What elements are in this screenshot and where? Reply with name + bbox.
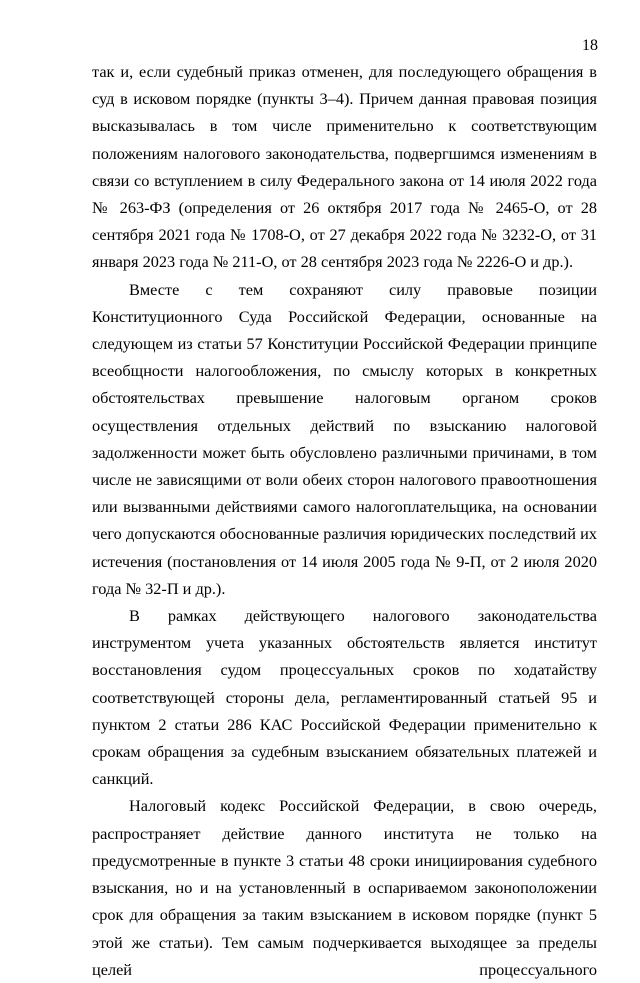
document-body xyxy=(92,58,597,983)
paragraph: В рамках действующего налогового законодательства инструментом учета указанных обстоятельств является институт восстановления судом процессуальных сроков по ходатайству соответствующей стороны дела, регламентированный статьей 95 и пунктом 2 статьи 286 КАС Российской Федерации применительно к срокам обращения за судебным взысканием обязательных платежей и санкций. xyxy=(92,606,597,789)
page-number: 18 xyxy=(582,37,598,54)
paragraph: Вместе с тем сохраняют силу правовые позиции Конституционного Суда Российской Федерации, основанные на следующем из статьи 57 Конституции Российской Федерации принципе всеобщности налогообложения, по смыслу которых в конкретных обстоятельствах превышение налоговым органом сроков осуществления отдельных действий по взысканию налоговой задолженности может быть обусловлено различными причинами, в том числе не зависящими от воли обеих сторон налогового правоотношения или вызванными действиями самого налогоплательщика, на основании чего допускаются обоснованные различия юридических последствий их истечения (постановления от 14 июля 2005 года № 9-П, от 2 июля 2020 года № 32-П и др.). xyxy=(92,279,597,598)
paragraph: Налоговый кодекс Российской Федерации, в свою очередь, распространяет действие данного института не только на предусмотренные в пункте 3 статьи 48 сроки инициирования судебного взыскания, но и на установленный в оспариваемом законоположении срок для обращения за таким взысканием в исковом порядке (пункт 5 этой же статьи). Тем самым подчеркивается выходящее за пределы целей процессуального xyxy=(92,796,597,979)
paragraph-continuation: так и, если судебный приказ отменен, для последующего обращения в суд в исковом порядке (пункты 3–4). Причем данная правовая позиция высказывалась в том числе применительно к соответствующим положениям налогового законодательства, подвергшимся изменениям в связи со вступлением в силу Федерального закона от 14 июля 2022 года № 263-ФЗ (определения от 26 октября 2017 года № 2465-О, от 28 сентября 2021 года № 1708-О, от 27 декабря 2022 года № 3232-О, от 31 января 2023 года № 211-О, от 28 сентября 2023 года № 2226-О и др.). xyxy=(92,62,597,272)
